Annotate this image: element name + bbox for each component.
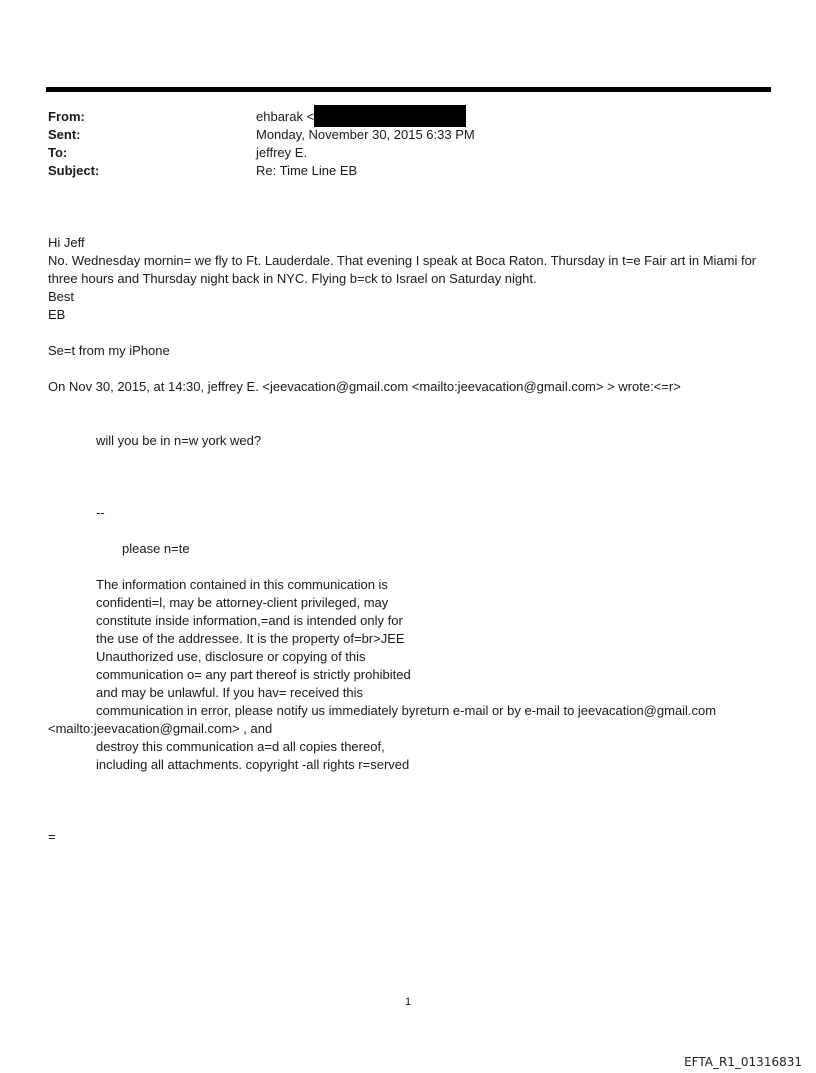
signoff: Best — [48, 289, 75, 304]
disclaimer-line: Unauthorized use, disclosure or copying of this — [96, 649, 366, 664]
redaction-block — [314, 105, 466, 127]
disclaimer-line: and may be unlawful. If you hav= received this — [96, 685, 364, 700]
signature: EB — [48, 307, 66, 322]
sent-label: Sent: — [48, 127, 81, 142]
sent-row — [48, 126, 748, 144]
quote-intro: On Nov 30, 2015, at 14:30, jeffrey E. <jeevacation@gmail.com <mailto:jeevacation@gmail.com> > wrote:<=r> — [48, 379, 681, 394]
email-header — [48, 108, 748, 180]
disclaimer-line: destroy this communication a=d all copies thereof, — [96, 739, 385, 754]
sent-value: Monday, November 30, 2015 6:33 PM — [256, 127, 475, 142]
to-label: To: — [48, 145, 68, 160]
subject-label: Subject: — [48, 163, 100, 178]
subject-value: Re: Time Line EB — [256, 163, 358, 178]
document-id: EFTA_R1_01316831 — [684, 1055, 802, 1069]
disclaimer-line: including all attachments. copyright -all rights r=served — [96, 757, 410, 772]
to-value: jeffrey E. — [256, 145, 308, 160]
disclaimer-line: confidenti=l, may be attorney-client privileged, may — [96, 595, 389, 610]
greeting: Hi Jeff — [48, 235, 85, 250]
disclaimer-line: the use of the addressee. It is the property of=br>JEE — [96, 631, 405, 646]
message-paragraph: No. Wednesday mornin= we fly to Ft. Lauderdale. That evening I speak at Boca Raton. Thursday in t=e Fair art in Miami for three hours and Thursday night back in NYC. Flying b=ck to Israel on Saturday night. — [48, 253, 757, 286]
sent-from-line: Se=t from my iPhone — [48, 343, 170, 358]
from-value — [256, 108, 748, 126]
signature-dashes: -- — [96, 505, 105, 520]
trailing-char: = — [48, 829, 56, 844]
disclaimer-line: communication in error, please notify us immediately byreturn e-mail or by e-mail to jeevacation@gmail.com — [96, 703, 717, 718]
top-rule — [46, 87, 771, 92]
from-row — [48, 108, 748, 126]
disclaimer-line: communication o= any part thereof is strictly prohibited — [96, 667, 411, 682]
from-name: ehbarak < — [256, 109, 315, 124]
subject-row — [48, 162, 748, 180]
from-label: From: — [48, 109, 85, 124]
email-body — [48, 234, 768, 846]
disclaimer-wrap: <mailto:jeevacation@gmail.com> , and — [48, 721, 273, 736]
disclaimer-line: The information contained in this communication is — [96, 577, 388, 592]
to-row — [48, 144, 748, 162]
page-number: 1 — [404, 996, 412, 1008]
quoted-question: will you be in n=w york wed? — [96, 433, 262, 448]
please-note: please n=te — [122, 541, 190, 556]
disclaimer-line: constitute inside information,=and is intended only for — [96, 613, 403, 628]
